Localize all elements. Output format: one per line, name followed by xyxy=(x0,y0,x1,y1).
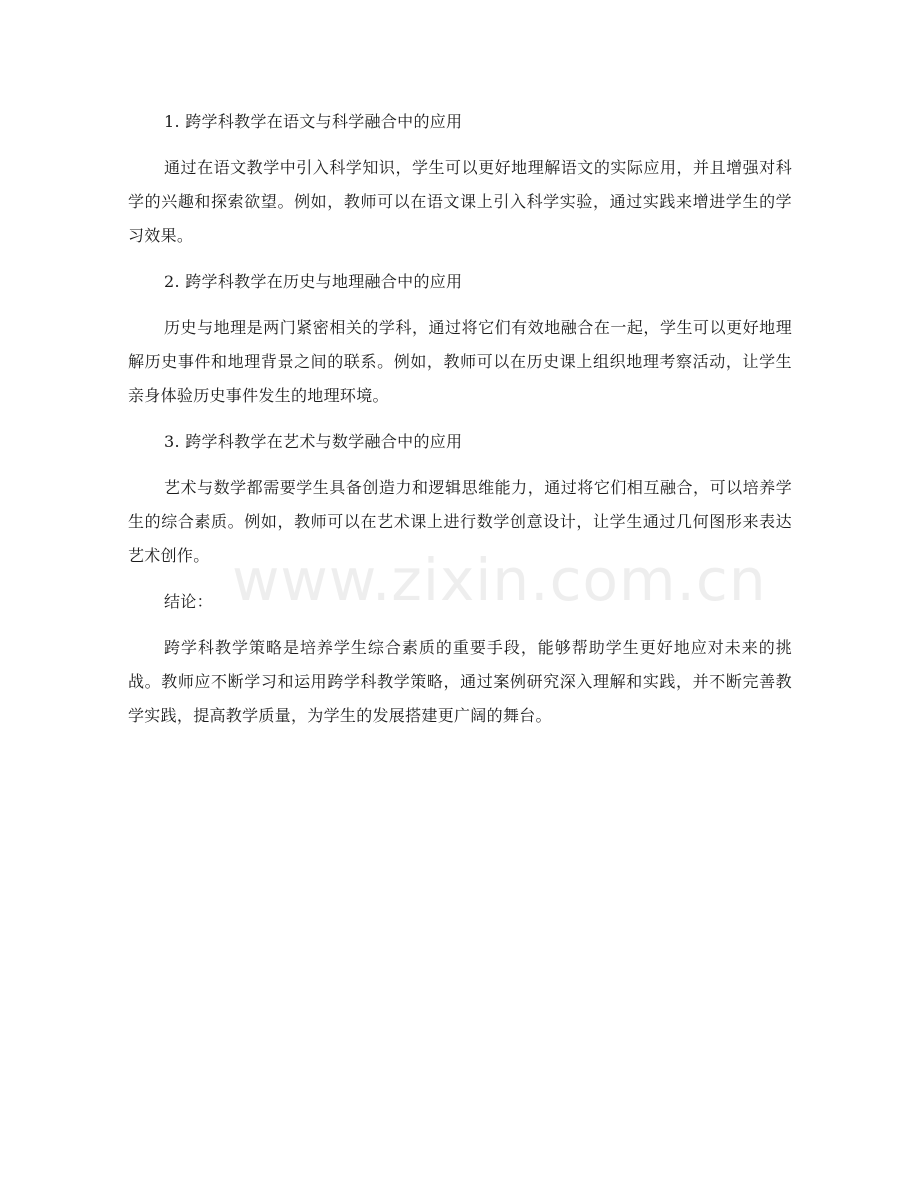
section-paragraph-3: 艺术与数学都需要学生具备创造力和逻辑思维能力，通过将它们相互融合，可以培养学生的综合素质。例如，教师可以在艺术课上进行数学创意设计，让学生通过几何图形来表达艺术创作。 xyxy=(128,478,792,565)
conclusion-paragraph: 跨学科教学策略是培养学生综合素质的重要手段，能够帮助学生更好地应对未来的挑战。教师应不断学习和运用跨学科教学策略，通过案例研究深入理解和实践，并不断完善教学实践，提高教学质量，为学生的发展搭建更广阔的舞台。 xyxy=(128,638,792,725)
watermark: www.zixin.com.cn xyxy=(232,546,767,614)
conclusion-heading: 结论： xyxy=(164,592,213,611)
document-body xyxy=(128,104,792,733)
section-heading-3: 3. 跨学科教学在艺术与数学融合中的应用 xyxy=(164,432,463,451)
section-heading-1: 1. 跨学科教学在语文与科学融合中的应用 xyxy=(164,112,463,131)
section-paragraph-2: 历史与地理是两门紧密相关的学科，通过将它们有效地融合在一起，学生可以更好地理解历史事件和地理背景之间的联系。例如，教师可以在历史课上组织地理考察活动，让学生亲身体验历史事件发生的地理环境。 xyxy=(128,318,792,405)
section-heading-2: 2. 跨学科教学在历史与地理融合中的应用 xyxy=(164,272,463,291)
section-paragraph-1: 通过在语文教学中引入科学知识，学生可以更好地理解语文的实际应用，并且增强对科学的兴趣和探索欲望。例如，教师可以在语文课上引入科学实验，通过实践来增进学生的学习效果。 xyxy=(128,158,792,245)
